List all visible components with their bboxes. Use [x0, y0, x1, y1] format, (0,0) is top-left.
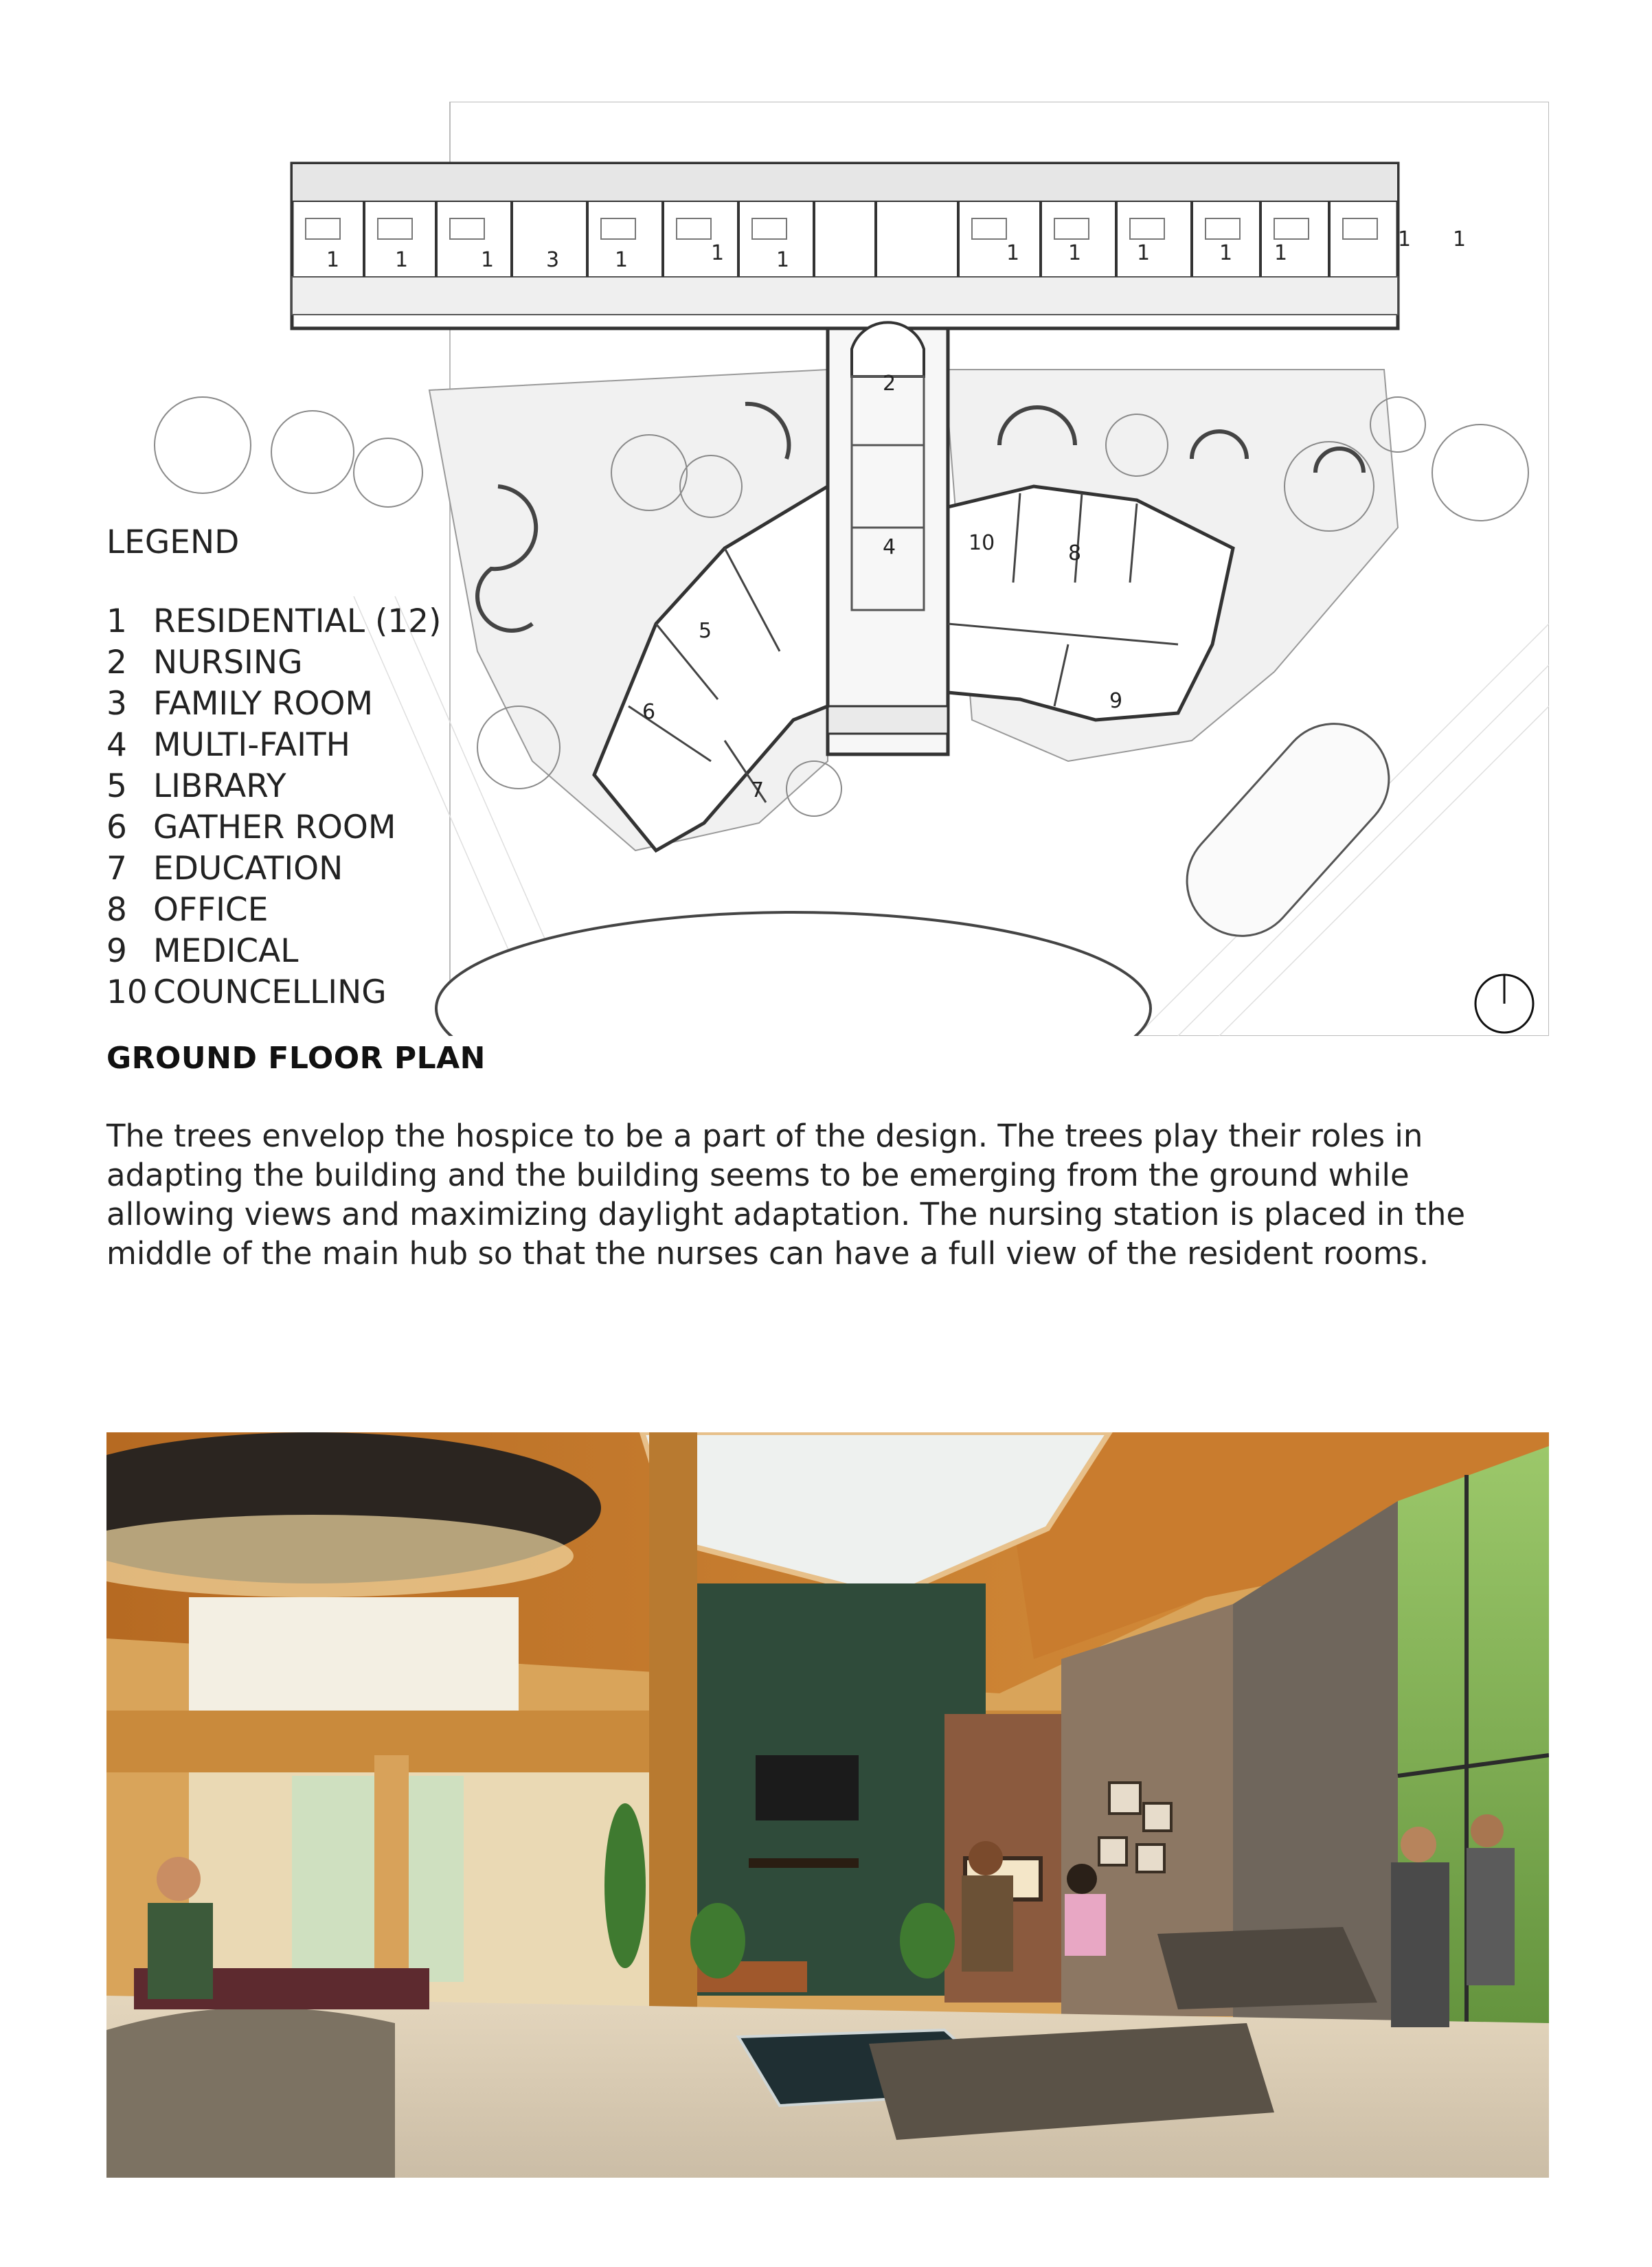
- entry-canopy: [828, 706, 948, 734]
- legend: [106, 522, 441, 1013]
- room-label-residential: 1: [1137, 241, 1151, 265]
- receptionist-body: [148, 1903, 213, 1999]
- lobby-interior-render: [106, 1432, 1549, 2178]
- north-arrow-icon: [1475, 975, 1533, 1033]
- room-label-residential: 1: [776, 248, 790, 272]
- legend-number: 5: [106, 767, 127, 805]
- room-label-residential: 1: [615, 248, 629, 272]
- legend-number: 4: [106, 726, 127, 764]
- legend-number: 1: [106, 602, 127, 640]
- room-label-multi-faith: 4: [883, 535, 896, 559]
- legend-item: [106, 931, 441, 972]
- legend-label: NURSING: [153, 644, 303, 681]
- room-label-residential: 1: [1453, 227, 1467, 251]
- legend-label: LIBRARY: [153, 767, 286, 805]
- reception-desk: [106, 2007, 395, 2178]
- room-label-residential: 1: [1006, 241, 1020, 265]
- legend-number: 9: [106, 932, 127, 970]
- legend-number: 10: [106, 973, 148, 1011]
- room-label-gather-room: 6: [642, 700, 656, 724]
- legend-label: EDUCATION: [153, 850, 343, 888]
- receptionist-head: [157, 1857, 201, 1901]
- legend-label: COUNCELLING: [153, 973, 387, 1011]
- legend-number: 6: [106, 809, 127, 846]
- room-label-education: 7: [751, 778, 765, 802]
- legend-item: [106, 972, 441, 1013]
- tv-screen: [756, 1755, 859, 1820]
- legend-label: MULTI-FAITH: [153, 726, 350, 764]
- wood-column: [649, 1432, 697, 2009]
- room-label-residential: 1: [711, 241, 725, 265]
- room-label-residential: 1: [1219, 241, 1233, 265]
- room-label-residential: 1: [395, 248, 409, 272]
- room-label-family-room: 3: [546, 248, 560, 272]
- description-paragraph: [106, 1116, 1549, 1273]
- room-label-office: 8: [1068, 541, 1082, 565]
- room-label-residential: 1: [481, 248, 495, 272]
- paragraph-line: middle of the main hub so that the nurses can have a full view of the resident rooms.: [106, 1235, 1429, 1272]
- legend-item: [106, 725, 441, 766]
- nursing-station: [852, 322, 924, 376]
- legend-label: GATHER ROOM: [153, 809, 396, 846]
- section-heading: GROUND FLOOR PLAN: [106, 1041, 486, 1076]
- paragraph-line: adapting the building and the building seems to be emerging from the ground while: [106, 1157, 1410, 1193]
- legend-label: MEDICAL: [153, 932, 299, 970]
- paragraph-line: The trees envelop the hospice to be a part of the design. The trees play their roles in: [106, 1118, 1423, 1154]
- legend-item: [106, 766, 441, 807]
- legend-number: 3: [106, 685, 127, 723]
- legend-number: 8: [106, 891, 127, 929]
- residential-terrace: [292, 163, 1398, 201]
- room-label-residential: 1: [326, 248, 340, 272]
- paragraph-line: allowing views and maximizing daylight adaptation. The nursing station is placed in the: [106, 1196, 1466, 1232]
- legend-item: [106, 848, 441, 890]
- room-label-nursing: 2: [883, 372, 896, 396]
- legend-label: FAMILY ROOM: [153, 685, 374, 723]
- legend-number: 7: [106, 850, 127, 888]
- room-label-residential: 1: [1274, 241, 1288, 265]
- legend-item: [106, 642, 441, 684]
- legend-item: [106, 807, 441, 848]
- room-label-residential: 1: [1068, 241, 1082, 265]
- legend-item: [106, 684, 441, 725]
- legend-number: 2: [106, 644, 127, 681]
- corridor: [292, 277, 1398, 315]
- legend-label: RESIDENTIAL (12): [153, 602, 442, 640]
- room-label-councelling: 10: [969, 531, 995, 555]
- floating-shelf: [749, 1858, 859, 1868]
- sofa: [1157, 1927, 1377, 2009]
- room-label-residential: 1: [1398, 227, 1412, 251]
- legend-item: [106, 601, 441, 642]
- room-label-library: 5: [699, 619, 712, 643]
- legend-title: LEGEND: [106, 523, 240, 561]
- legend-item: [106, 890, 441, 931]
- room-label-medical: 9: [1109, 689, 1123, 713]
- legend-label: OFFICE: [153, 891, 269, 929]
